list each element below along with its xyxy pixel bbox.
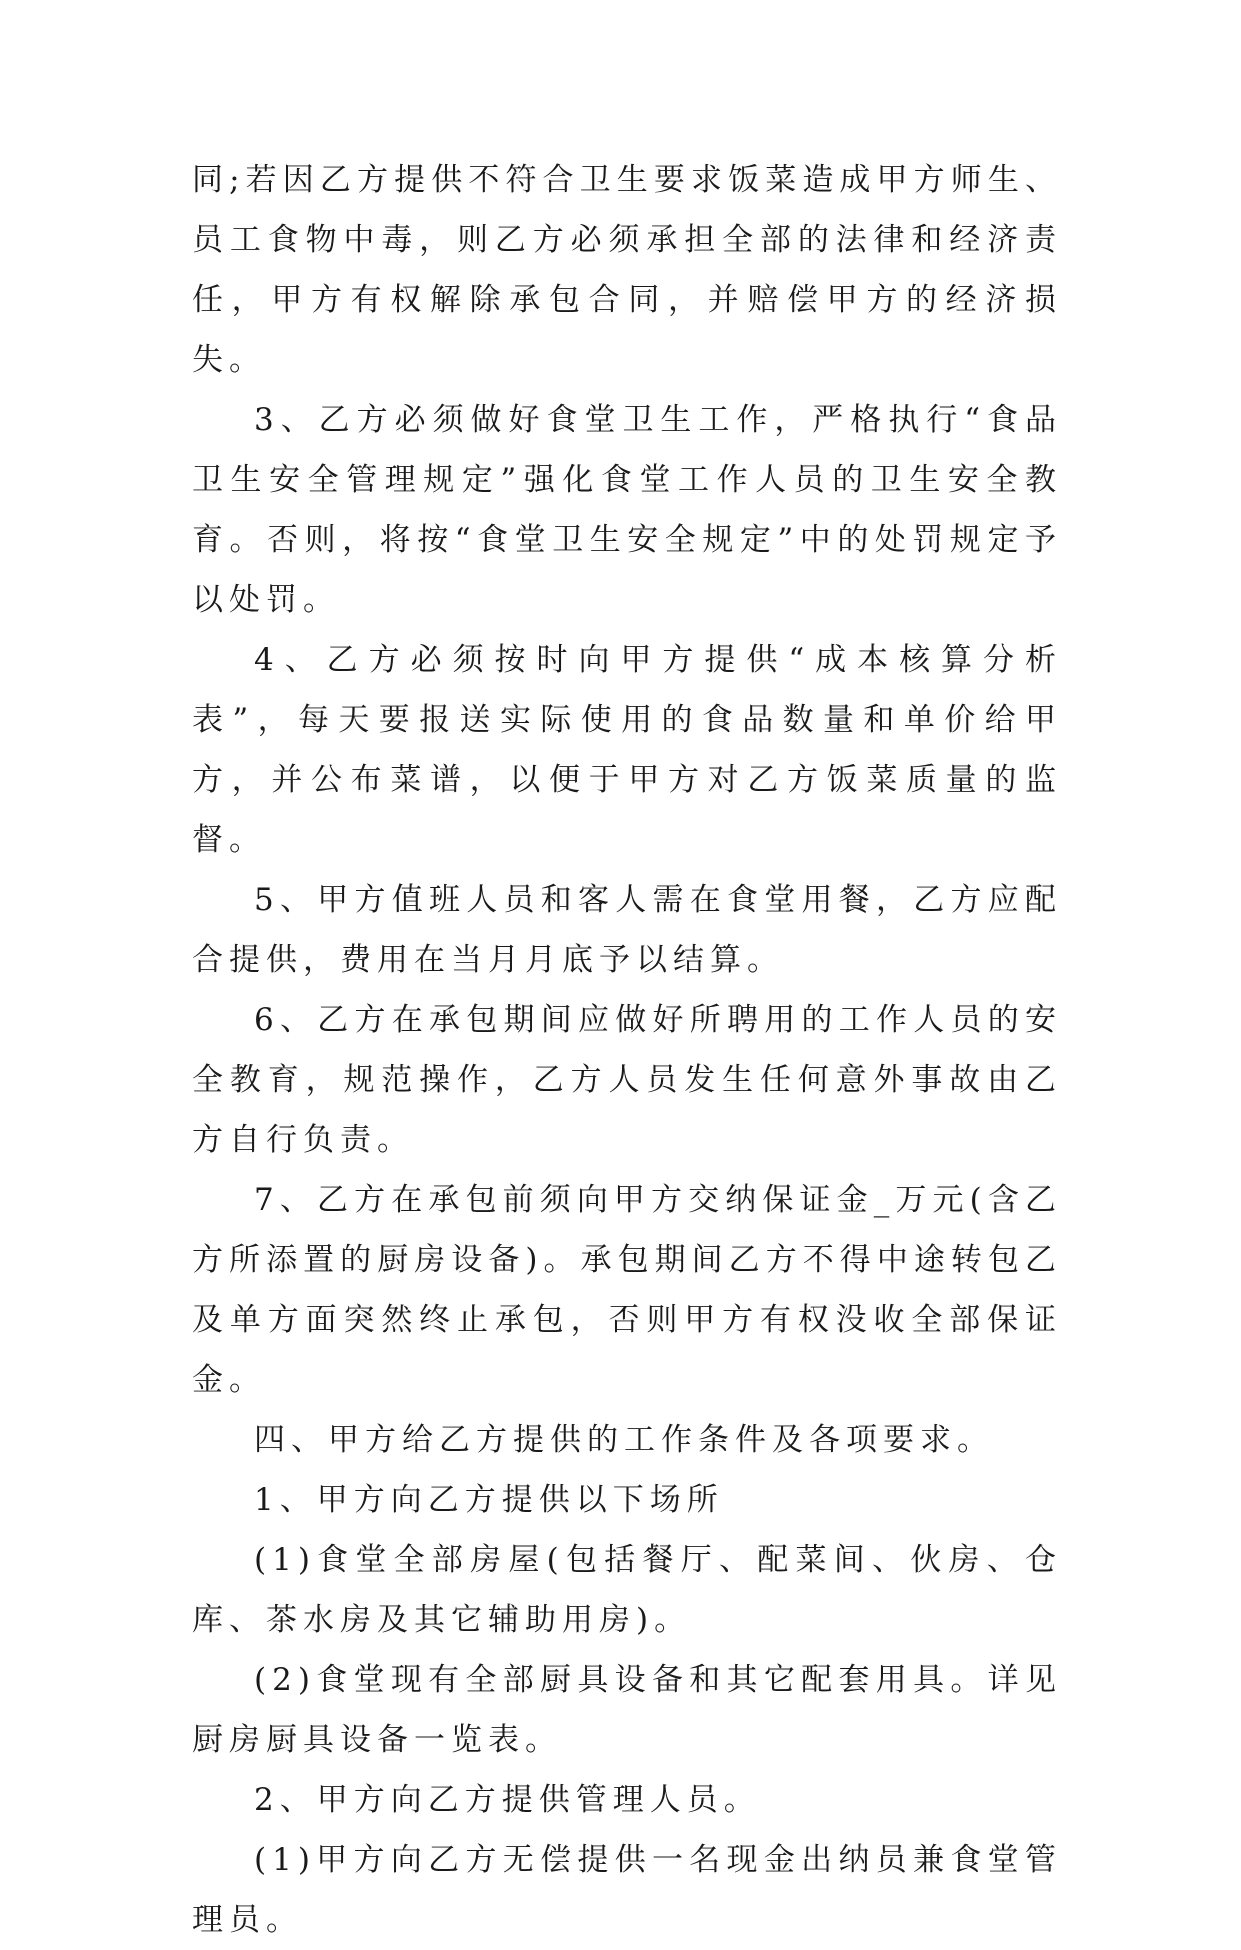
paragraph-6: 7、乙方在承包前须向甲方交纳保证金_万元(含乙方所添置的厨房设备)。承包期间乙方不得中途转包乙及单方面突然终止承包，否则甲方有权没收全部保证金。 <box>192 1182 1062 1398</box>
paragraph-9: (1)食堂全部房屋(包括餐厅、配菜间、伙房、仓库、茶水房及其它辅助用房)。 <box>192 1542 1062 1638</box>
paragraph-10: (2)食堂现有全部厨具设备和其它配套用具。详见厨房厨具设备一览表。 <box>192 1662 1062 1758</box>
paragraph-7: 四、甲方给乙方提供的工作条件及各项要求。 <box>254 1422 994 1458</box>
document-body <box>192 150 1062 1950</box>
paragraph-4: 5、甲方值班人员和客人需在食堂用餐，乙方应配合提供，费用在当月月底予以结算。 <box>192 882 1062 978</box>
paragraph-3: 4、乙方必须按时向甲方提供“成本核算分析表”，每天要报送实际使用的食品数量和单价给甲方，并公布菜谱，以便于甲方对乙方饭菜质量的监督。 <box>192 642 1062 858</box>
paragraph-5: 6、乙方在承包期间应做好所聘用的工作人员的安全教育，规范操作，乙方人员发生任何意外事故由乙方自行负责。 <box>192 1002 1062 1158</box>
paragraph-1: 同;若因乙方提供不符合卫生要求饭菜造成甲方师生、员工食物中毒，则乙方必须承担全部的法律和经济责任，甲方有权解除承包合同，并赔偿甲方的经济损失。 <box>192 162 1062 378</box>
paragraph-8: 1、甲方向乙方提供以下场所 <box>254 1482 724 1518</box>
paragraph-2: 3、乙方必须做好食堂卫生工作，严格执行“食品卫生安全管理规定”强化食堂工作人员的卫生安全教育。否则，将按“食堂卫生安全规定”中的处罚规定予以处罚。 <box>192 402 1062 618</box>
paragraph-12: (1)甲方向乙方无偿提供一名现金出纳员兼食堂管理员。 <box>192 1842 1062 1938</box>
paragraph-11: 2、甲方向乙方提供管理人员。 <box>254 1782 761 1818</box>
